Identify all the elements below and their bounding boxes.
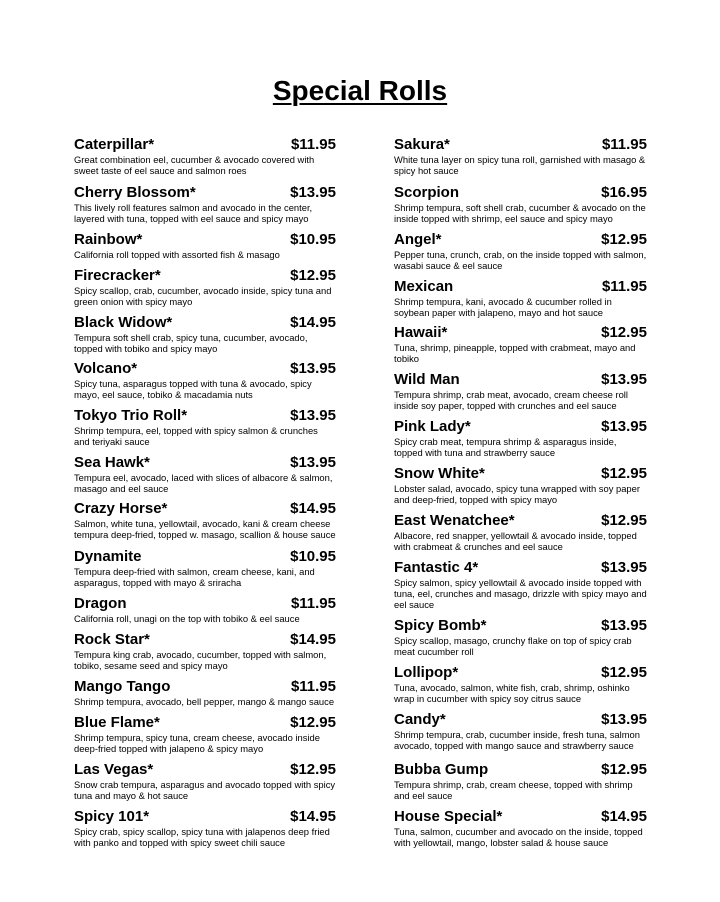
item-price: $12.95 xyxy=(601,324,647,341)
item-name: Scorpion xyxy=(394,184,460,201)
item-price: $14.95 xyxy=(290,808,336,825)
item-price: $16.95 xyxy=(601,184,647,201)
item-description: Pepper tuna, crunch, crab, on the inside topped with salmon, wasabi sauce & eel sauce xyxy=(394,249,647,272)
item-description: Shrimp tempura, crab, cucumber inside, fresh tuna, salmon avocado, topped with mango sauce and strawberry sauce xyxy=(394,729,640,752)
item-description: Tempura eel, avocado, laced with slices of albacore & salmon, masago and eel sauce xyxy=(74,472,333,495)
item-price: $11.95 xyxy=(601,278,647,295)
item-name: Sea Hawk* xyxy=(74,454,150,471)
menu-item xyxy=(74,714,336,754)
item-name: Dynamite xyxy=(74,548,142,565)
item-price: $14.95 xyxy=(601,808,647,825)
menu-item xyxy=(394,711,647,751)
menu-item xyxy=(74,595,336,624)
item-price: $13.95 xyxy=(290,407,336,424)
item-name: Firecracker* xyxy=(74,267,161,284)
item-description: Snow crab tempura, asparagus and avocado topped with spicy tuna and mayo & hot sauce xyxy=(74,779,336,802)
item-price: $13.95 xyxy=(601,711,647,728)
item-description: Shrimp tempura, eel, topped with spicy salmon & crunches and teriyaki sauce xyxy=(74,425,318,448)
item-price: $13.95 xyxy=(290,360,336,377)
menu-item xyxy=(394,278,647,318)
item-price: $14.95 xyxy=(290,500,336,517)
menu-item xyxy=(74,407,336,447)
item-description: Albacore, red snapper, yellowtail & avocado inside, topped with crabmeat & crunches and eel sauce xyxy=(394,530,637,553)
item-price: $12.95 xyxy=(290,267,336,284)
item-description: Great combination eel, cucumber & avocado covered with sweet taste of eel sauce and salmon roes xyxy=(74,154,315,177)
item-name: Black Widow* xyxy=(74,314,173,331)
item-price: $10.95 xyxy=(290,548,336,565)
menu-item xyxy=(74,184,336,224)
item-description: This lively roll features salmon and avocado in the center, layered with tuna, topped with eel sauce and spicy mayo xyxy=(74,202,313,225)
item-description: California roll, unagi on the top with tobiko & eel sauce xyxy=(74,613,300,624)
item-name: Wild Man xyxy=(394,371,460,388)
item-name: Bubba Gump xyxy=(394,761,489,778)
menu-item xyxy=(74,136,336,176)
item-name: Las Vegas* xyxy=(74,761,154,778)
item-description: Tempura shrimp, crab meat, avocado, cream cheese roll inside soy paper, topped with crunches and eel sauce xyxy=(394,389,628,412)
menu-item xyxy=(394,512,647,552)
menu-item xyxy=(74,808,336,848)
menu-item xyxy=(74,631,336,671)
menu-item xyxy=(74,761,336,801)
item-description: White tuna layer on spicy tuna roll, garnished with masago & spicy hot sauce xyxy=(394,154,646,177)
menu-item xyxy=(394,808,647,848)
menu-item xyxy=(394,231,647,271)
item-description: Shrimp tempura, soft shell crab, cucumber & avocado on the inside topped with shrimp, eel sauce and spicy mayo xyxy=(394,202,646,225)
menu-item xyxy=(394,371,647,411)
menu-item xyxy=(394,761,647,801)
item-name: House Special* xyxy=(394,808,503,825)
item-description: Tempura deep-fried with salmon, cream cheese, kani, and asparagus, topped with mayo & sriracha xyxy=(74,566,315,589)
item-price: $12.95 xyxy=(601,465,647,482)
item-description: Shrimp tempura, kani, avocado & cucumber rolled in soybean paper with jalapeno, mayo and hot sauce xyxy=(394,296,612,319)
item-price: $13.95 xyxy=(290,184,336,201)
item-price: $11.95 xyxy=(290,136,336,153)
menu-item xyxy=(394,559,647,611)
item-description: Shrimp tempura, avocado, bell pepper, mango & mango sauce xyxy=(74,696,335,707)
item-name: Volcano* xyxy=(74,360,138,377)
item-description: Spicy salmon, spicy yellowtail & avocado inside topped with tuna, eel, crunches and masago, drizzle with spicy mayo and eel sauce xyxy=(394,577,647,611)
item-price: $11.95 xyxy=(290,678,336,695)
item-description: Tempura king crab, avocado, cucumber, topped with salmon, tobiko, sesame seed and spicy mayo xyxy=(74,649,327,672)
item-name: Hawaii* xyxy=(394,324,448,341)
item-price: $13.95 xyxy=(601,559,647,576)
menu-item xyxy=(394,664,647,704)
item-description: Shrimp tempura, spicy tuna, cream cheese, avocado inside deep-fried topped with jalapeno & spicy mayo xyxy=(74,732,320,755)
item-name: Rainbow* xyxy=(74,231,143,248)
menu-item xyxy=(394,324,647,364)
item-price: $13.95 xyxy=(601,617,647,634)
menu-item xyxy=(394,617,647,657)
page-title-text: Special Rolls xyxy=(272,75,448,106)
menu-item xyxy=(74,360,336,400)
item-name: Crazy Horse* xyxy=(74,500,168,517)
item-description: Tuna, avocado, salmon, white fish, crab, shrimp, oshinko wrap in cucumber with spicy soy citrus sauce xyxy=(394,682,630,705)
item-name: Pink Lady* xyxy=(394,418,471,435)
item-description: Spicy tuna, asparagus topped with tuna & avocado, spicy mayo, eel sauce, tobiko & macadamia nuts xyxy=(74,378,312,401)
item-name: Blue Flame* xyxy=(74,714,160,731)
menu-item xyxy=(394,465,647,505)
menu-item xyxy=(74,454,336,494)
item-name: Mexican xyxy=(394,278,454,295)
item-price: $13.95 xyxy=(290,454,336,471)
item-description: Spicy crab, spicy scallop, spicy tuna with jalapenos deep fried with panko and topped with spicy sweet chili sauce xyxy=(74,826,330,849)
item-description: Tempura soft shell crab, spicy tuna, cucumber, avocado, topped with tobiko and spicy mayo xyxy=(74,332,308,355)
menu-item xyxy=(74,548,336,588)
item-name: Lollipop* xyxy=(394,664,459,681)
item-price: $14.95 xyxy=(290,631,336,648)
item-name: Sakura* xyxy=(394,136,450,153)
item-name: East Wenatchee* xyxy=(394,512,515,529)
menu-item xyxy=(394,184,647,224)
item-description: California roll topped with assorted fish & masago xyxy=(74,249,280,260)
item-price: $14.95 xyxy=(290,314,336,331)
item-description: Tuna, shrimp, pineapple, topped with crabmeat, mayo and tobiko xyxy=(394,342,636,365)
item-description: Tuna, salmon, cucumber and avocado on the inside, topped with yellowtail, mango, lobster salad & house sauce xyxy=(394,826,643,849)
item-price: $12.95 xyxy=(290,714,336,731)
item-description: Tempura shrimp, crab, cream cheese, topped with shrimp and eel sauce xyxy=(394,779,633,802)
menu-item xyxy=(74,231,336,260)
item-description: Spicy scallop, crab, cucumber, avocado inside, spicy tuna and green onion with spicy mayo xyxy=(74,285,332,308)
item-price: $12.95 xyxy=(601,512,647,529)
item-name: Spicy 101* xyxy=(74,808,150,825)
menu-item xyxy=(74,267,336,307)
page-title xyxy=(0,74,720,108)
item-price: $12.95 xyxy=(601,761,647,778)
item-description: Spicy crab meat, tempura shrimp & asparagus inside, topped with tuna and strawberry sauce xyxy=(394,436,617,459)
item-description: Lobster salad, avocado, spicy tuna wrapped with soy paper and deep-fried, topped with spicy mayo xyxy=(394,483,640,506)
item-price: $11.95 xyxy=(290,595,336,612)
item-description: Salmon, white tuna, yellowtail, avocado, kani & cream cheese tempura deep-fried, topped w. masago, scallion & house sauce xyxy=(74,518,336,541)
item-description: Spicy scallop, masago, crunchy flake on top of spicy crab meat cucumber roll xyxy=(394,635,632,658)
item-name: Mango Tango xyxy=(74,678,171,695)
item-price: $13.95 xyxy=(601,418,647,435)
menu-item xyxy=(74,314,336,354)
item-price: $10.95 xyxy=(290,231,336,248)
item-price: $13.95 xyxy=(601,371,647,388)
item-name: Fantastic 4* xyxy=(394,559,479,576)
item-name: Cherry Blossom* xyxy=(74,184,196,201)
item-price: $12.95 xyxy=(601,664,647,681)
item-price: $12.95 xyxy=(290,761,336,778)
item-name: Rock Star* xyxy=(74,631,150,648)
item-price: $12.95 xyxy=(601,231,647,248)
menu-item xyxy=(394,418,647,458)
menu-item xyxy=(74,678,336,707)
item-name: Snow White* xyxy=(394,465,485,482)
item-name: Spicy Bomb* xyxy=(394,617,487,634)
item-name: Candy* xyxy=(394,711,446,728)
menu-item xyxy=(394,136,647,176)
item-name: Dragon xyxy=(74,595,127,612)
item-name: Caterpillar* xyxy=(74,136,155,153)
item-name: Tokyo Trio Roll* xyxy=(74,407,188,424)
item-price: $11.95 xyxy=(601,136,647,153)
menu-item xyxy=(74,500,336,540)
item-name: Angel* xyxy=(394,231,442,248)
